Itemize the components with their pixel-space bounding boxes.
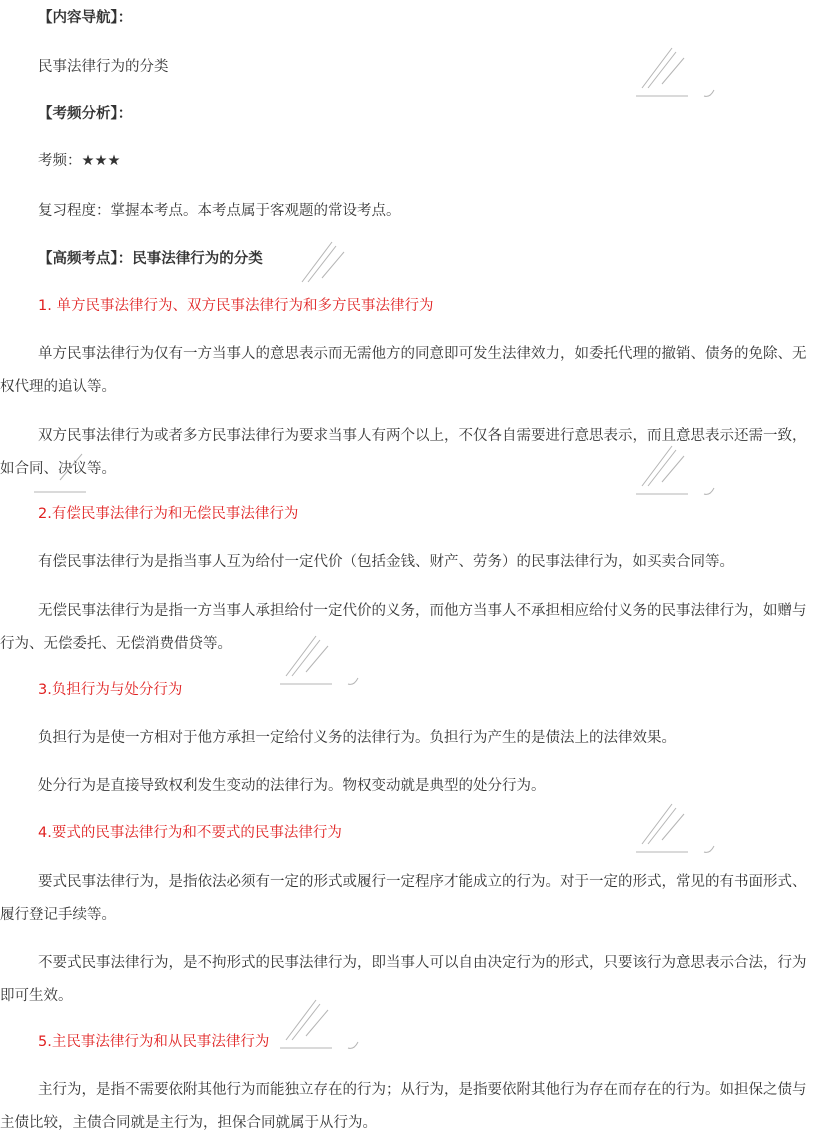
paragraph: 不要式民事法律行为，是不拘形式的民事法律行为，即当事人可以自由决定行为的形式，只要该行为意思表示合法，行为即可生效。 [0, 955, 807, 1004]
paragraph: 无偿民事法律行为是指一方当事人承担给付一定代价的义务，而他方当事人不承担相应给付义务的民事法律行为，如赠与行为、无偿委托、无偿消费借贷等。 [0, 603, 807, 652]
analysis-heading: 【考频分析】： [38, 106, 133, 122]
paragraph: 主行为，是指不需要依附其他行为而能独立存在的行为；从行为，是指要依附其他行为存在而存在的行为。如担保之债与主债比较，主债合同就是主行为，担保合同就属于从行为。 [0, 1082, 807, 1131]
paragraph: 有偿民事法律行为是指当事人互为给付一定代价（包括金钱、财产、劳务）的民事法律行为，如买卖合同等。 [38, 554, 734, 570]
highfreq-heading: 【高频考点】：民事法律行为的分类 [38, 251, 263, 267]
nav-topic: 民事法律行为的分类 [38, 59, 169, 75]
section-title: 3.负担行为与处分行为 [38, 682, 183, 698]
section-title: 2.有偿民事法律行为和无偿民事法律行为 [38, 506, 299, 522]
paragraph: 单方民事法律行为仅有一方当事人的意思表示而无需他方的同意即可发生法律效力，如委托代理的撤销、债务的免除、无权代理的追认等。 [0, 346, 807, 395]
paragraph: 负担行为是使一方相对于他方承担一定给付义务的法律行为。负担行为产生的是债法上的法律效果。 [38, 730, 676, 746]
review-text: 复习程度：掌握本考点。本考点属于客观题的常设考点。 [38, 203, 401, 219]
section-title: 1. 单方民事法律行为、双方民事法律行为和多方民事法律行为 [38, 298, 434, 314]
paragraph: 要式民事法律行为，是指依法必须有一定的形式或履行一定程序才能成立的行为。对于一定的形式，常见的有书面形式、履行登记手续等。 [0, 874, 807, 923]
section-title: 4.要式的民事法律行为和不要式的民事法律行为 [38, 825, 342, 841]
paragraph: 处分行为是直接导致权利发生变动的法律行为。物权变动就是典型的处分行为。 [38, 778, 546, 794]
paragraph: 双方民事法律行为或者多方民事法律行为要求当事人有两个以上，不仅各自需要进行意思表示，而且意思表示还需一致，如合同、决议等。 [0, 428, 807, 477]
frequency-text: 考频：★★★ [38, 153, 121, 169]
section-title: 5.主民事法律行为和从民事法律行为 [38, 1034, 270, 1050]
nav-heading: 【内容导航】： [38, 10, 133, 26]
